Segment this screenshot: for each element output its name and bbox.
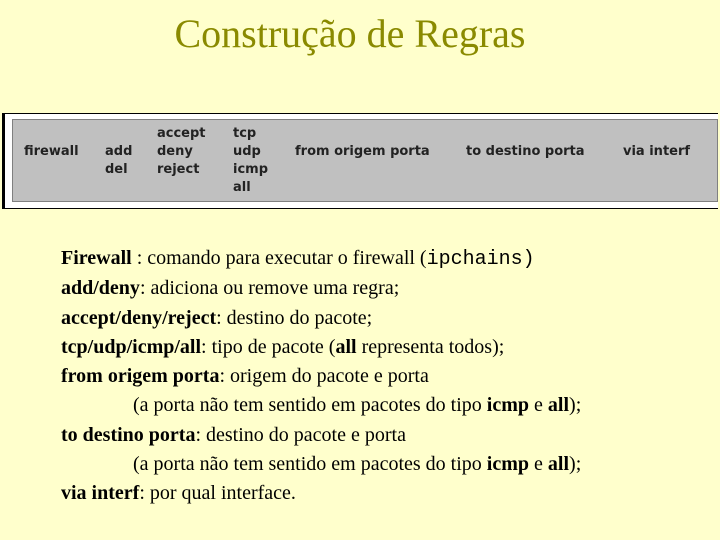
line-accept-deny-reject	[61, 304, 581, 333]
term-all: all	[547, 453, 570, 476]
page-title: Construção de Regras	[174, 11, 526, 56]
text-note-end: );	[569, 394, 582, 417]
syntax-firewall: firewall	[24, 144, 79, 159]
syntax-udp: udp	[233, 144, 261, 159]
syntax-via: via interf	[623, 144, 691, 159]
line-from	[61, 362, 581, 391]
term-icmp: icmp	[486, 394, 530, 417]
term-from: from origem porta	[61, 365, 220, 388]
code-ipchains: ipchains	[426, 248, 523, 271]
text-to: : destino do pacote e porta	[195, 423, 406, 446]
syntax-to: to destino porta	[466, 144, 585, 159]
term-accept-deny-reject: accept/deny/reject	[61, 306, 217, 329]
syntax-all: all	[233, 180, 251, 195]
text-firewall: : comando para executar o firewall (	[131, 247, 427, 269]
term-firewall: Firewall	[61, 247, 132, 269]
syntax-reject: reject	[157, 162, 200, 177]
line-protocol	[61, 333, 581, 362]
term-all: all	[547, 394, 570, 417]
syntax-accept: accept	[157, 126, 206, 141]
syntax-tcp: tcp	[233, 126, 257, 141]
syntax-icmp: icmp	[233, 162, 269, 177]
text-note-end: );	[569, 453, 582, 476]
text-protocol-end: representa todos);	[356, 335, 505, 358]
line-from-note	[61, 391, 581, 420]
syntax-del: del	[105, 162, 128, 177]
text-accept-deny-reject: : destino do pacote;	[216, 306, 373, 329]
text-close-paren: )	[522, 248, 535, 271]
syntax-from: from origem porta	[295, 144, 430, 159]
line-add-deny	[61, 274, 581, 303]
syntax-diagram-inner	[12, 119, 718, 202]
syntax-diagram	[2, 113, 718, 209]
term-via: via interf	[61, 482, 140, 505]
line-to	[61, 421, 581, 450]
term-all: all	[335, 335, 357, 358]
text-protocol: : tipo de pacote (	[201, 335, 336, 358]
text-from: : origem do pacote e porta	[219, 365, 429, 388]
term-to: to destino porta	[61, 423, 196, 446]
syntax-add: add	[105, 144, 133, 159]
text-and: e	[529, 453, 548, 476]
term-add-deny: add/deny	[61, 277, 140, 300]
term-protocol: tcp/udp/icmp/all	[61, 335, 202, 358]
text-and: e	[529, 394, 548, 417]
syntax-deny: deny	[157, 144, 193, 159]
line-via	[61, 479, 581, 508]
line-to-note	[61, 450, 581, 479]
text-via: : por qual interface.	[139, 482, 296, 505]
line-firewall	[61, 244, 581, 274]
term-icmp: icmp	[486, 453, 530, 476]
text-note: (a porta não tem sentido em pacotes do tipo	[133, 394, 487, 417]
text-note: (a porta não tem sentido em pacotes do tipo	[133, 453, 487, 476]
description-list	[61, 244, 581, 509]
text-add-deny: : adiciona ou remove uma regra;	[139, 277, 400, 300]
